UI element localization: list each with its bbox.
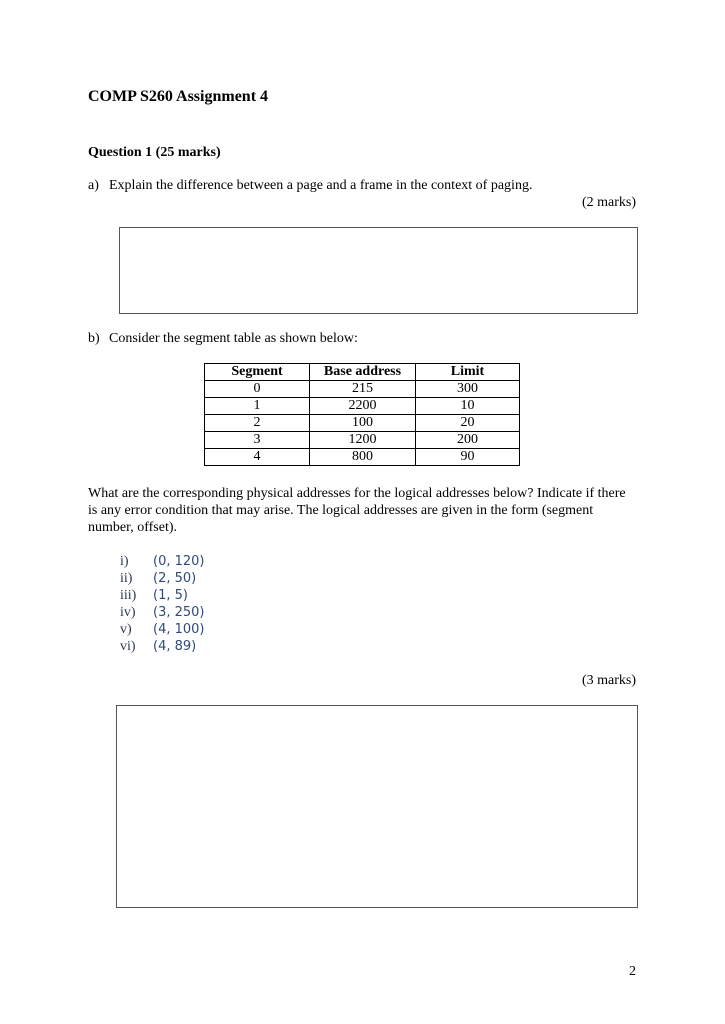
cell-limit: 200 — [416, 432, 520, 449]
address-numeral: iii) — [120, 588, 137, 603]
cell-base: 2200 — [310, 398, 416, 415]
header-limit: Limit — [416, 364, 520, 381]
list-item — [120, 638, 205, 655]
cell-limit: 20 — [416, 415, 520, 432]
header-segment: Segment — [205, 364, 310, 381]
table-row — [205, 432, 520, 449]
cell-base: 215 — [310, 381, 416, 398]
part-a-label: a) — [88, 178, 99, 193]
address-value: (2, 50) — [153, 571, 197, 586]
page-number: 2 — [629, 964, 636, 979]
address-numeral: iv) — [120, 605, 136, 620]
address-numeral: ii) — [120, 571, 133, 586]
address-value: (0, 120) — [153, 554, 205, 569]
segment-table — [204, 363, 520, 466]
table-row — [205, 398, 520, 415]
part-b-marks: (3 marks) — [581, 673, 636, 688]
address-numeral: vi) — [120, 639, 136, 654]
answer-box-a[interactable] — [119, 227, 638, 314]
cell-base: 100 — [310, 415, 416, 432]
question-heading: Question 1 (25 marks) — [88, 145, 221, 160]
cell-limit: 300 — [416, 381, 520, 398]
part-a-text: Explain the difference between a page and a frame in the context of paging. — [109, 178, 533, 193]
cell-segment: 2 — [205, 415, 310, 432]
cell-limit: 90 — [416, 449, 520, 466]
cell-base: 1200 — [310, 432, 416, 449]
part-a-marks: (2 marks) — [581, 195, 636, 210]
document-title: COMP S260 Assignment 4 — [88, 88, 269, 105]
cell-segment: 4 — [205, 449, 310, 466]
header-base-address: Base address — [310, 364, 416, 381]
table-row — [205, 415, 520, 432]
cell-limit: 10 — [416, 398, 520, 415]
address-numeral: v) — [120, 622, 132, 637]
list-item — [120, 587, 205, 604]
part-b-prompt: What are the corresponding physical addresses for the logical addresses below? Indicate if there is any error condition that may arise. The logical addresses are given in the form (segment number, offset). — [88, 486, 626, 535]
list-item — [120, 604, 205, 621]
list-item — [120, 570, 205, 587]
cell-segment: 3 — [205, 432, 310, 449]
table-row — [205, 381, 520, 398]
table-row — [205, 449, 520, 466]
cell-segment: 0 — [205, 381, 310, 398]
cell-segment: 1 — [205, 398, 310, 415]
list-item — [120, 621, 205, 638]
part-b-label: b) — [88, 331, 100, 346]
part-b-text: Consider the segment table as shown below: — [109, 331, 358, 346]
address-value: (3, 250) — [153, 605, 205, 620]
logical-address-list — [120, 553, 205, 655]
address-value: (1, 5) — [153, 588, 188, 603]
address-numeral: i) — [120, 554, 129, 569]
address-value: (4, 89) — [153, 639, 197, 654]
segment-table-header-row — [205, 364, 520, 381]
cell-base: 800 — [310, 449, 416, 466]
answer-box-b[interactable] — [116, 705, 638, 908]
address-value: (4, 100) — [153, 622, 205, 637]
list-item — [120, 553, 205, 570]
